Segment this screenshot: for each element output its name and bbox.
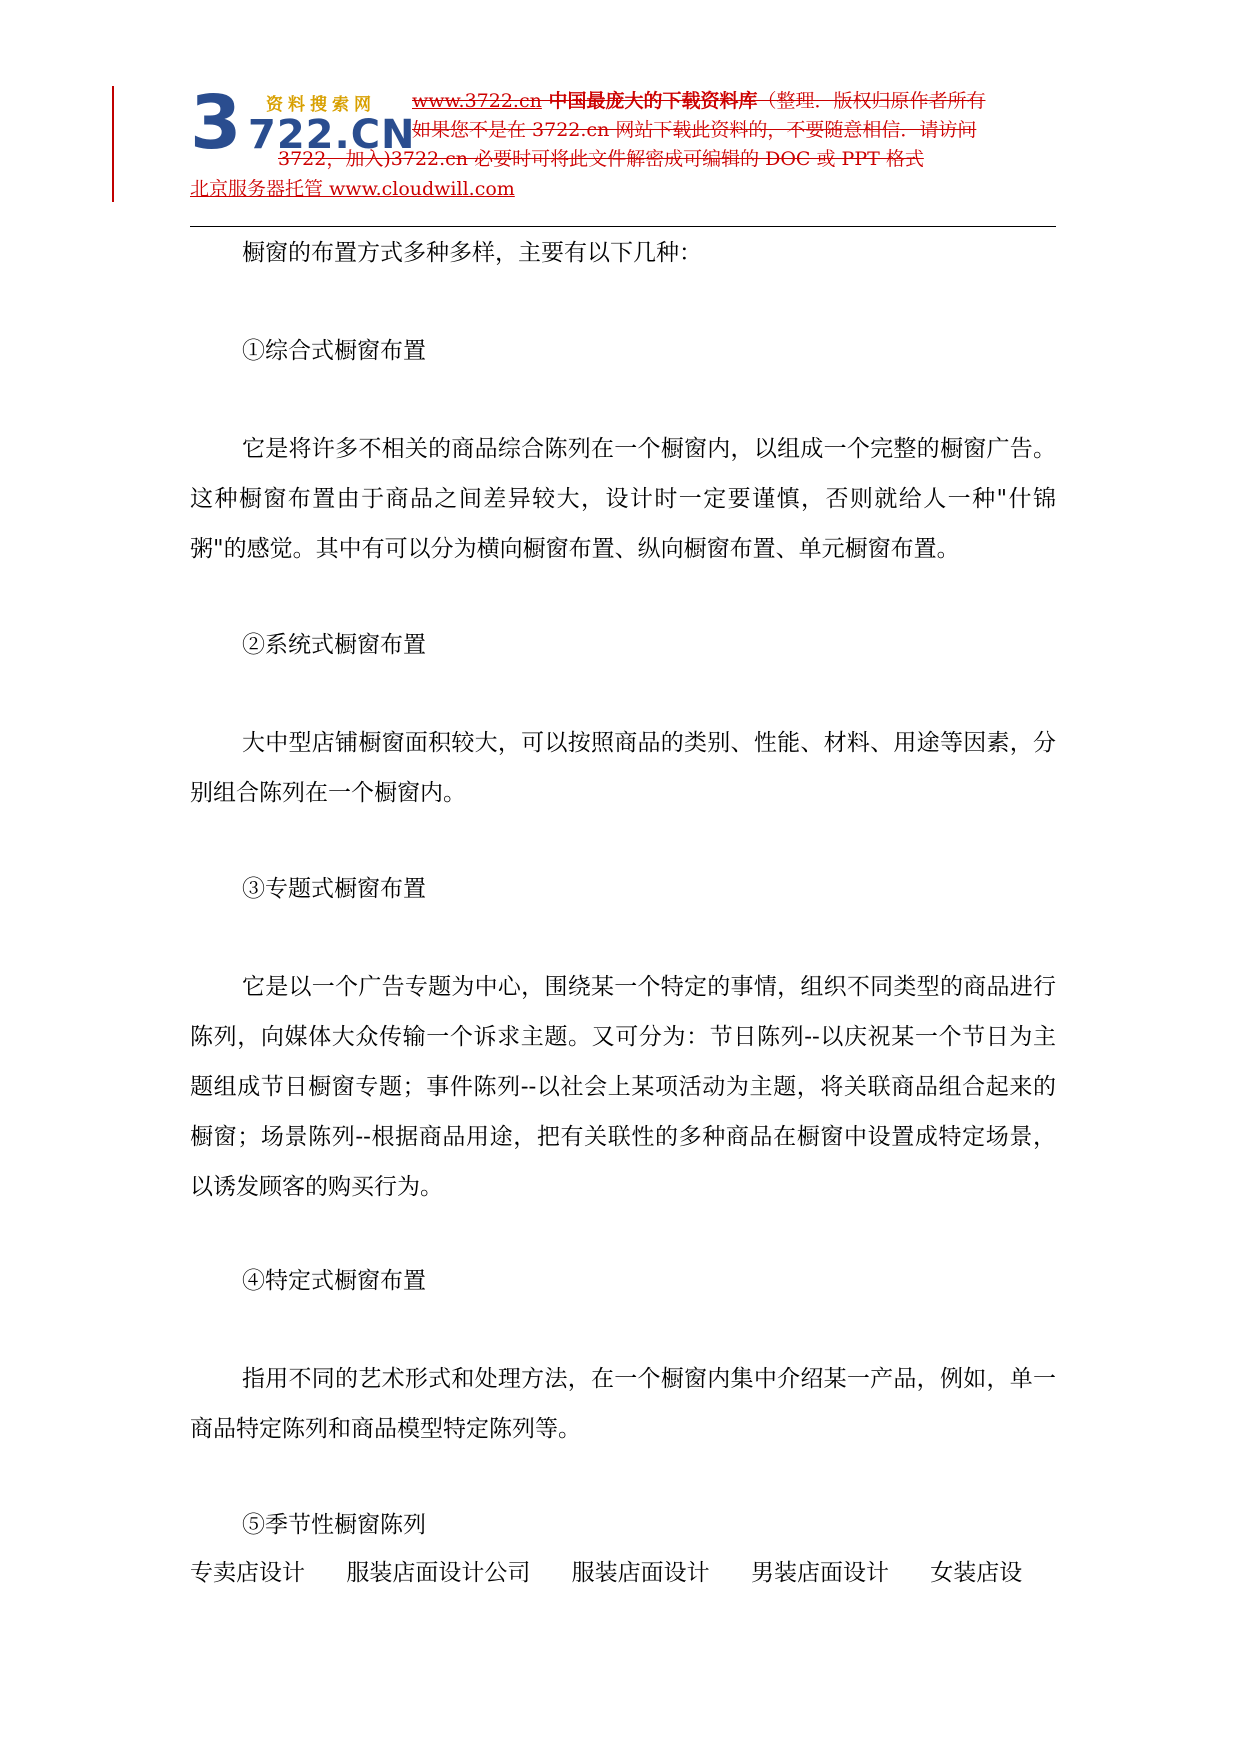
header-line-1 bbox=[412, 88, 986, 114]
footer-link-bar bbox=[190, 1558, 1070, 1588]
hosting-link[interactable]: 北京服务器托管 www.cloudwill.com bbox=[190, 178, 515, 200]
header-line-3: 3722，加入)3722.cn 必要时可将此文件解密成可编辑的 DOC 或 PPT 格式 bbox=[278, 148, 924, 170]
logo-number: 3 bbox=[190, 80, 240, 166]
footer-link[interactable]: 女装店设 bbox=[930, 1560, 1023, 1586]
section-heading-5: ⑤季节性橱窗陈列 bbox=[242, 1512, 426, 1538]
section-paragraph-1: 它是将许多不相关的商品综合陈列在一个橱窗内，以组成一个完整的橱窗广告。这种橱窗布置由于商品之间差异较大，设计时一定要谨慎，否则就给人一种"什锦粥"的感觉。其中有可以分为横向橱窗布置、纵向橱窗布置、单元橱窗布置。 bbox=[190, 436, 1056, 562]
site-link[interactable]: www.3722.cn bbox=[412, 90, 542, 112]
section-heading-2: ②系统式橱窗布置 bbox=[242, 632, 426, 658]
section-paragraph-3: 它是以一个广告专题为中心，围绕某一个特定的事情，组织不同类型的商品进行陈列，向媒体大众传输一个诉求主题。又可分为：节日陈列--以庆祝某一个节日为主题组成节日橱窗专题；事件陈列--以社会上某项活动为主题，将关联商品组合起来的橱窗；场景陈列--根据商品用途，把有关联性的多种商品在橱窗中设置成特定场景，以诱发顾客的购买行为。 bbox=[190, 974, 1056, 1200]
section-heading-3: ③专题式橱窗布置 bbox=[242, 876, 426, 902]
header-line-2: 如果您不是在 3722.cn 网站下载此资料的，不要随意相信．请访问 bbox=[412, 119, 977, 141]
section-paragraph-4: 指用不同的艺术形式和处理方法，在一个橱窗内集中介绍某一产品，例如，单一商品特定陈列和商品模型特定陈列等。 bbox=[190, 1366, 1056, 1442]
section-heading-1: ①综合式橱窗布置 bbox=[242, 338, 426, 364]
margin-rule bbox=[112, 86, 114, 202]
header-note: （整理．版权归原作者所有 bbox=[757, 90, 986, 112]
footer-link[interactable]: 专卖店设计 bbox=[190, 1560, 305, 1586]
header-divider bbox=[190, 226, 1056, 227]
logo-domain: 722.CN bbox=[248, 112, 416, 158]
header-title: 中国最庞大的下载资料库 bbox=[541, 90, 758, 112]
logo-tagline: 资料搜索网 bbox=[266, 95, 376, 115]
footer-link[interactable]: 服装店面设计 bbox=[571, 1560, 710, 1586]
section-paragraph-2: 大中型店铺橱窗面积较大，可以按照商品的类别、性能、材料、用途等因素，分别组合陈列在一个橱窗内。 bbox=[190, 730, 1056, 806]
footer-link[interactable]: 服装店面设计公司 bbox=[346, 1560, 531, 1586]
intro-paragraph: 橱窗的布置方式多种多样，主要有以下几种： bbox=[242, 240, 702, 266]
footer-link[interactable]: 男装店面设计 bbox=[750, 1560, 889, 1586]
section-heading-4: ④特定式橱窗布置 bbox=[242, 1268, 426, 1294]
